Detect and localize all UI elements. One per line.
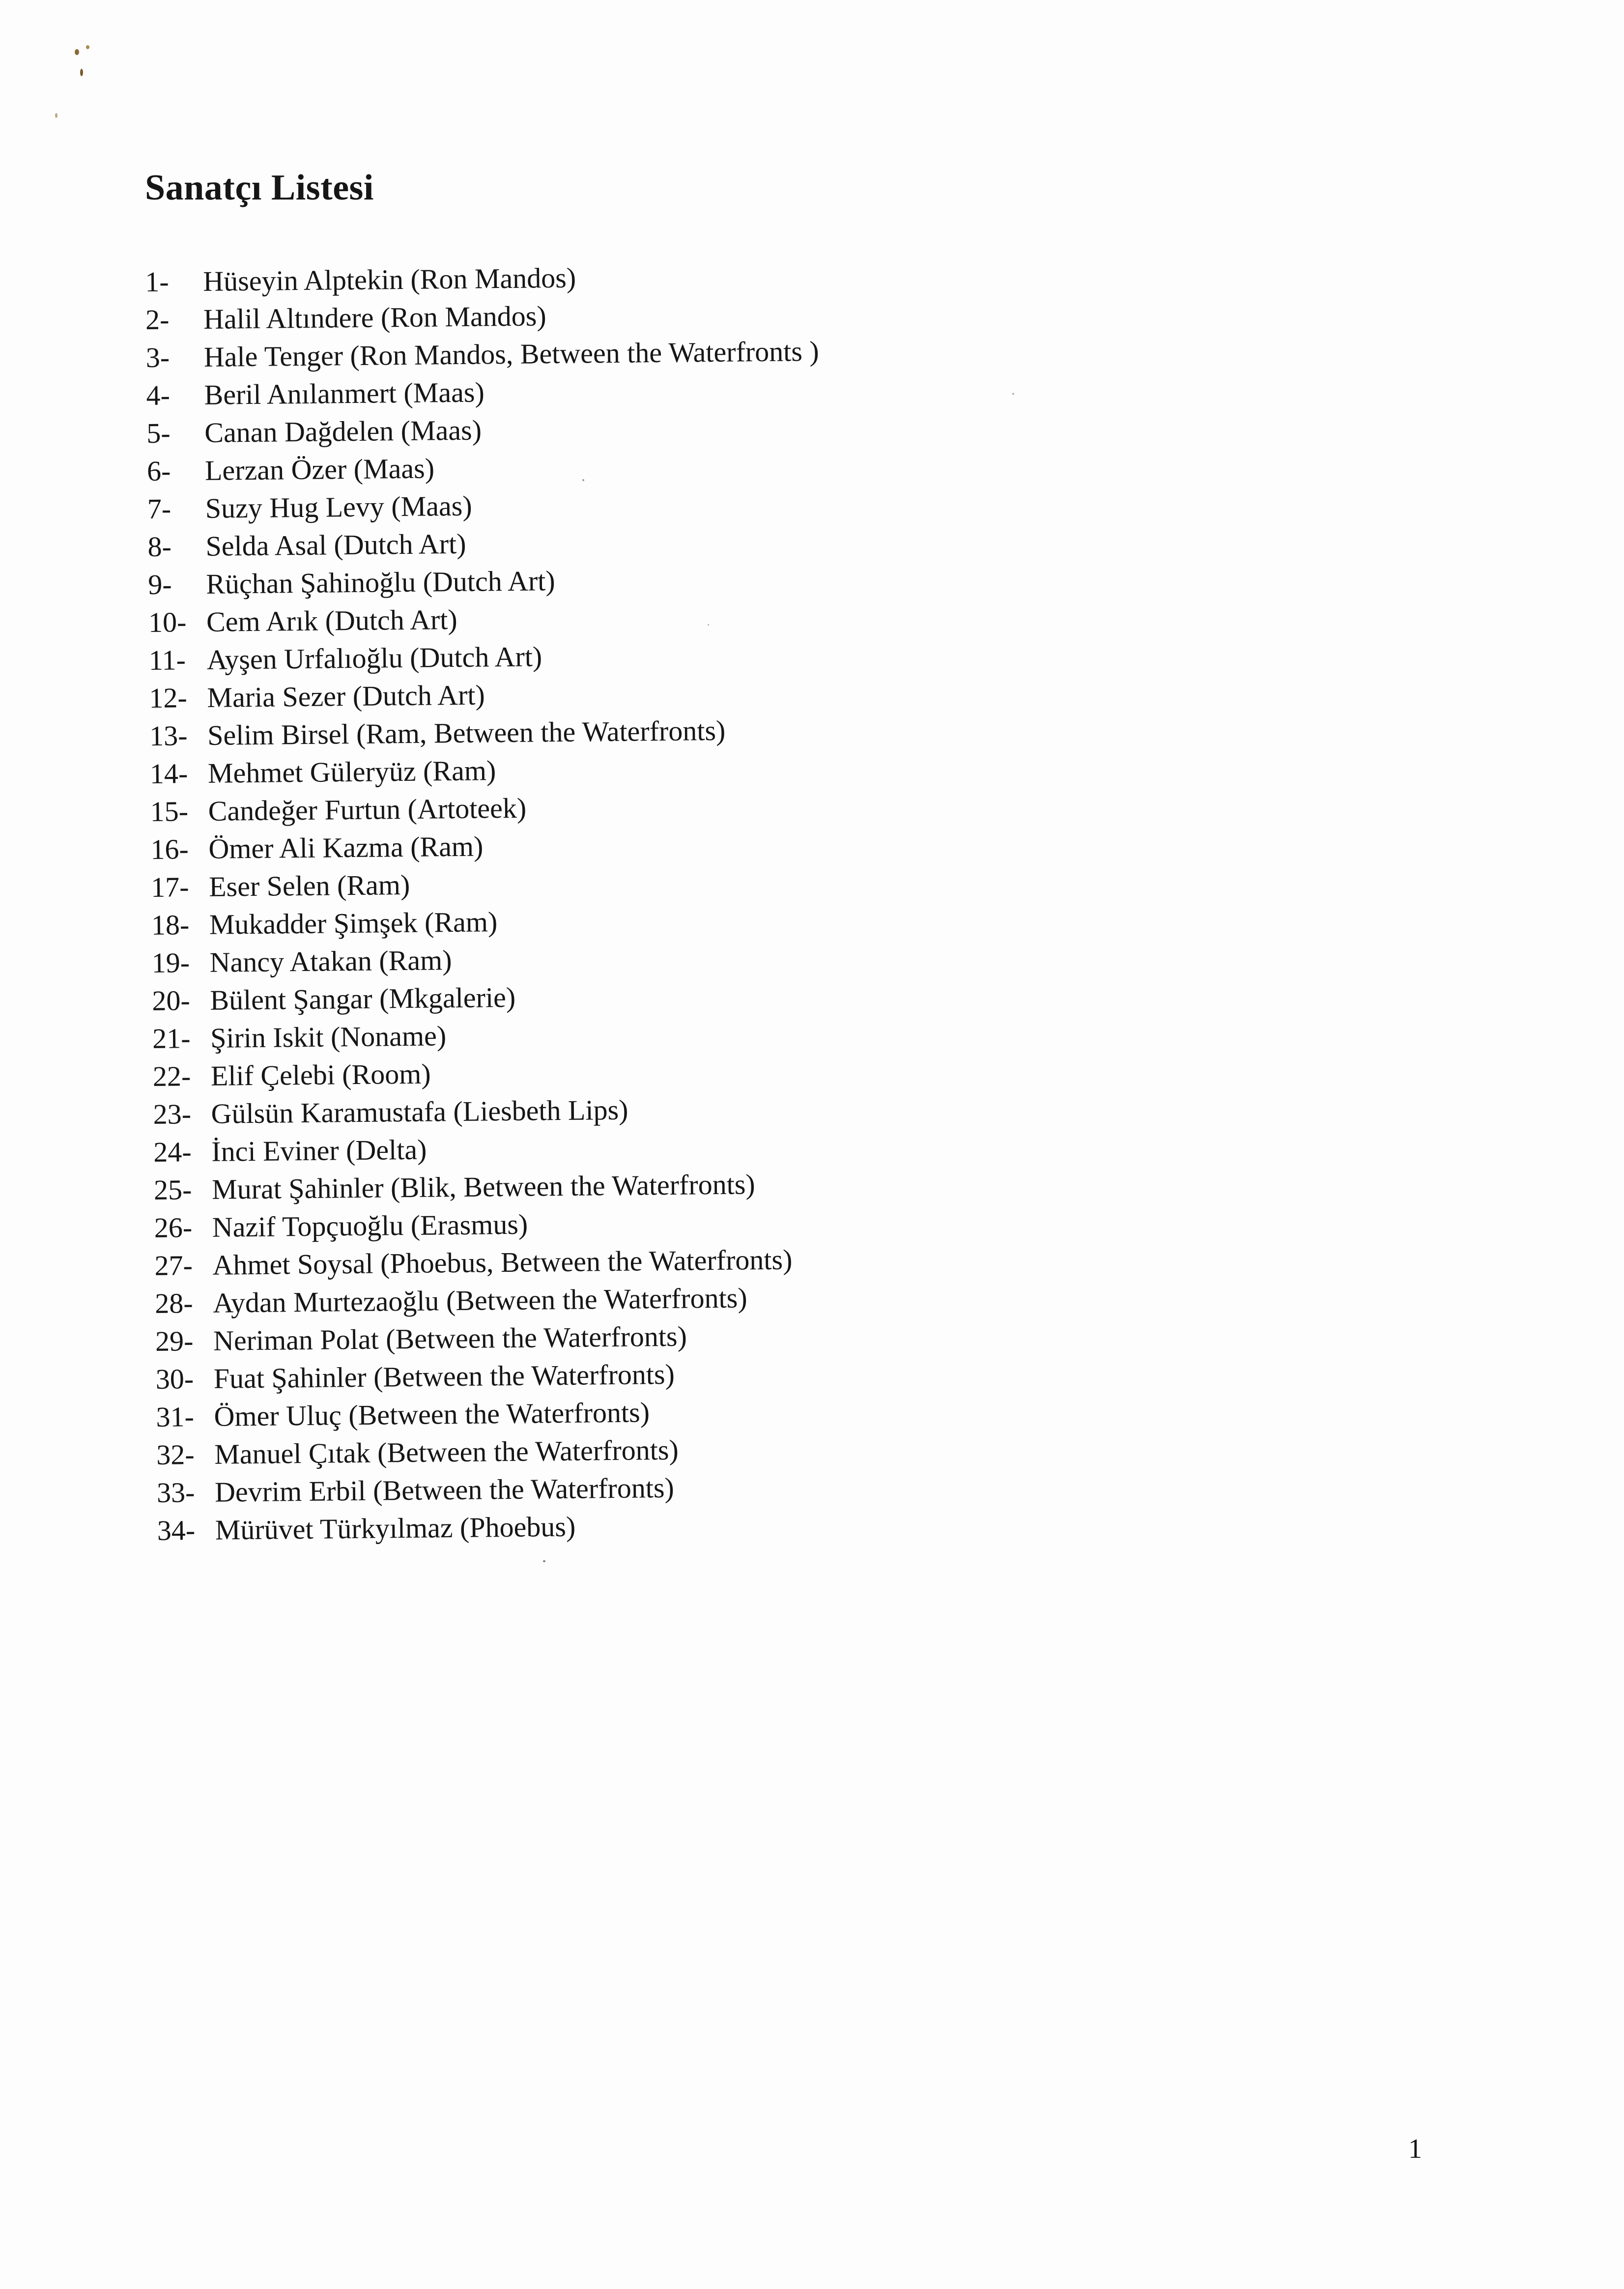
list-item-number: 3- bbox=[145, 341, 170, 373]
artist-list-item bbox=[152, 975, 826, 1020]
list-item-text: Maria Sezer (Dutch Art) bbox=[207, 679, 485, 714]
artist-list-item bbox=[147, 521, 821, 566]
list-item-number: 22- bbox=[152, 1060, 191, 1092]
list-item-number: 27- bbox=[154, 1249, 193, 1282]
artist-list-item bbox=[155, 1278, 828, 1322]
artist-list-item bbox=[151, 862, 825, 906]
artist-list-item bbox=[150, 786, 824, 830]
list-item-number: 14- bbox=[149, 757, 188, 790]
list-item-text: Eser Selen (Ram) bbox=[208, 868, 410, 903]
list-item-number: 19- bbox=[151, 946, 190, 979]
list-item-text: Halil Altındere (Ron Mandos) bbox=[203, 300, 546, 335]
list-item-number: 7- bbox=[147, 492, 171, 525]
list-item-number: 29- bbox=[155, 1325, 194, 1357]
paper-speck bbox=[543, 1560, 545, 1562]
artist-list-item bbox=[145, 332, 819, 376]
artist-list-item bbox=[156, 1430, 830, 1474]
list-item-text: Candeğer Furtun (Artoteek) bbox=[208, 792, 527, 827]
list-item-text: Mukadder Şimşek (Ram) bbox=[209, 906, 498, 941]
list-item-text: İnci Eviner (Delta) bbox=[211, 1133, 427, 1168]
list-item-text: Suzy Hug Levy (Maas) bbox=[205, 489, 472, 524]
artist-list-item bbox=[146, 370, 820, 414]
list-item-text: Gülsün Karamustafa (Liesbeth Lips) bbox=[211, 1093, 628, 1130]
list-item-text: Selda Asal (Dutch Art) bbox=[205, 527, 466, 562]
list-item-text: Fuat Şahinler (Between the Waterfronts) bbox=[213, 1358, 675, 1395]
page-title: Sanatçı Listesi bbox=[145, 168, 374, 208]
list-item-text: Neriman Polat (Between the Waterfronts) bbox=[213, 1320, 687, 1357]
list-item-text: Hale Tenger (Ron Mandos, Between the Waterfronts ) bbox=[203, 335, 819, 373]
artist-list-item bbox=[148, 559, 822, 603]
list-item-text: Beril Anılanmert (Maas) bbox=[204, 376, 485, 411]
list-item-text: Ömer Uluç (Between the Waterfronts) bbox=[214, 1396, 650, 1432]
list-item-number: 12- bbox=[149, 682, 188, 714]
list-item-number: 6- bbox=[146, 455, 171, 487]
list-item-text: Ömer Ali Kazma (Ram) bbox=[208, 830, 484, 865]
list-item-number: 34- bbox=[157, 1514, 196, 1546]
artist-list-item bbox=[150, 748, 824, 793]
paper-speck bbox=[75, 49, 79, 55]
artist-list-item bbox=[145, 294, 819, 339]
paper-speck bbox=[86, 45, 89, 49]
artist-list-item bbox=[157, 1505, 830, 1549]
list-item-text: Rüçhan Şahinoğlu (Dutch Art) bbox=[205, 565, 555, 600]
artist-list-item bbox=[153, 1127, 827, 1171]
page-number: 1 bbox=[1408, 2134, 1422, 2164]
list-item-text: Mürüvet Türkyılmaz (Phoebus) bbox=[215, 1510, 576, 1546]
artist-list-item bbox=[148, 635, 822, 679]
list-item-number: 15- bbox=[150, 795, 189, 828]
artist-list-item bbox=[149, 711, 823, 755]
artist-list-item bbox=[147, 446, 821, 490]
artist-list-item bbox=[149, 673, 823, 717]
artist-list-item bbox=[146, 408, 820, 452]
list-item-number: 26- bbox=[154, 1211, 193, 1244]
artist-list-item bbox=[155, 1354, 829, 1398]
artist-list-item bbox=[155, 1316, 829, 1360]
list-item-number: 2- bbox=[145, 303, 170, 336]
artist-list-item bbox=[151, 938, 825, 982]
list-item-text: Devrim Erbil (Between the Waterfronts) bbox=[214, 1471, 675, 1508]
list-item-number: 31- bbox=[156, 1401, 195, 1433]
list-item-number: 4- bbox=[146, 379, 171, 411]
list-item-number: 13- bbox=[149, 719, 188, 752]
list-item-text: Selim Birsel (Ram, Between the Waterfronts) bbox=[207, 714, 726, 751]
list-item-text: Hüseyin Alptekin (Ron Mandos) bbox=[203, 261, 576, 297]
list-item-text: Manuel Çıtak (Between the Waterfronts) bbox=[214, 1433, 679, 1470]
artist-list-item bbox=[147, 484, 821, 528]
artist-list-item bbox=[154, 1240, 828, 1285]
list-item-number: 16- bbox=[150, 833, 189, 865]
list-item-text: Nazif Topçuoğlu (Erasmus) bbox=[212, 1208, 528, 1243]
list-item-text: Cem Arık (Dutch Art) bbox=[206, 603, 457, 638]
list-item-text: Elif Çelebi (Room) bbox=[210, 1058, 431, 1092]
artist-list-item bbox=[157, 1467, 830, 1512]
list-item-number: 23- bbox=[153, 1098, 192, 1130]
artist-list-item bbox=[156, 1392, 829, 1436]
paper-speck bbox=[1012, 393, 1014, 395]
list-item-number: 33- bbox=[156, 1476, 195, 1509]
list-item-number: 30- bbox=[155, 1363, 194, 1395]
list-item-text: Ahmet Soysal (Phoebus, Between the Waterfronts) bbox=[212, 1243, 793, 1281]
artist-list-item bbox=[145, 257, 819, 301]
list-item-text: Şirin Iskit (Noname) bbox=[210, 1020, 447, 1054]
artist-list bbox=[145, 257, 830, 1549]
list-item-number: 32- bbox=[156, 1438, 195, 1471]
artist-list-item bbox=[153, 1089, 826, 1133]
list-item-text: Ayşen Urfalıoğlu (Dutch Art) bbox=[206, 640, 542, 676]
list-item-number: 18- bbox=[151, 909, 190, 941]
artist-list-item bbox=[150, 824, 824, 868]
list-item-number: 10- bbox=[148, 606, 187, 638]
list-item-number: 24- bbox=[153, 1136, 192, 1168]
list-item-number: 28- bbox=[155, 1287, 193, 1319]
artist-list-item bbox=[154, 1202, 827, 1247]
paper-speck bbox=[55, 113, 57, 118]
artist-list-item bbox=[154, 1165, 827, 1209]
list-item-text: Murat Şahinler (Blik, Between the Waterfronts) bbox=[211, 1168, 755, 1205]
list-item-number: 5- bbox=[146, 417, 171, 449]
list-item-number: 17- bbox=[150, 871, 189, 903]
list-item-number: 20- bbox=[152, 984, 191, 1017]
paper-speck bbox=[80, 69, 83, 76]
artist-list-item bbox=[151, 900, 825, 944]
list-item-number: 1- bbox=[145, 265, 170, 298]
artist-list-item bbox=[152, 1013, 826, 1058]
list-item-number: 25- bbox=[153, 1173, 192, 1206]
list-item-text: Nancy Atakan (Ram) bbox=[209, 944, 452, 978]
list-item-text: Canan Dağdelen (Maas) bbox=[204, 414, 482, 449]
list-item-number: 11- bbox=[148, 644, 186, 676]
artist-list-item bbox=[153, 1051, 826, 1095]
list-item-number: 21- bbox=[152, 1022, 191, 1055]
list-item-text: Bülent Şangar (Mkgalerie) bbox=[210, 981, 516, 1016]
list-item-text: Lerzan Özer (Maas) bbox=[204, 452, 435, 486]
list-item-text: Aydan Murtezaoğlu (Between the Waterfronts) bbox=[213, 1282, 747, 1319]
list-item-number: 8- bbox=[147, 530, 172, 563]
artist-list-item bbox=[148, 597, 822, 641]
list-item-number: 9- bbox=[147, 568, 172, 601]
list-item-text: Mehmet Güleryüz (Ram) bbox=[207, 754, 496, 789]
